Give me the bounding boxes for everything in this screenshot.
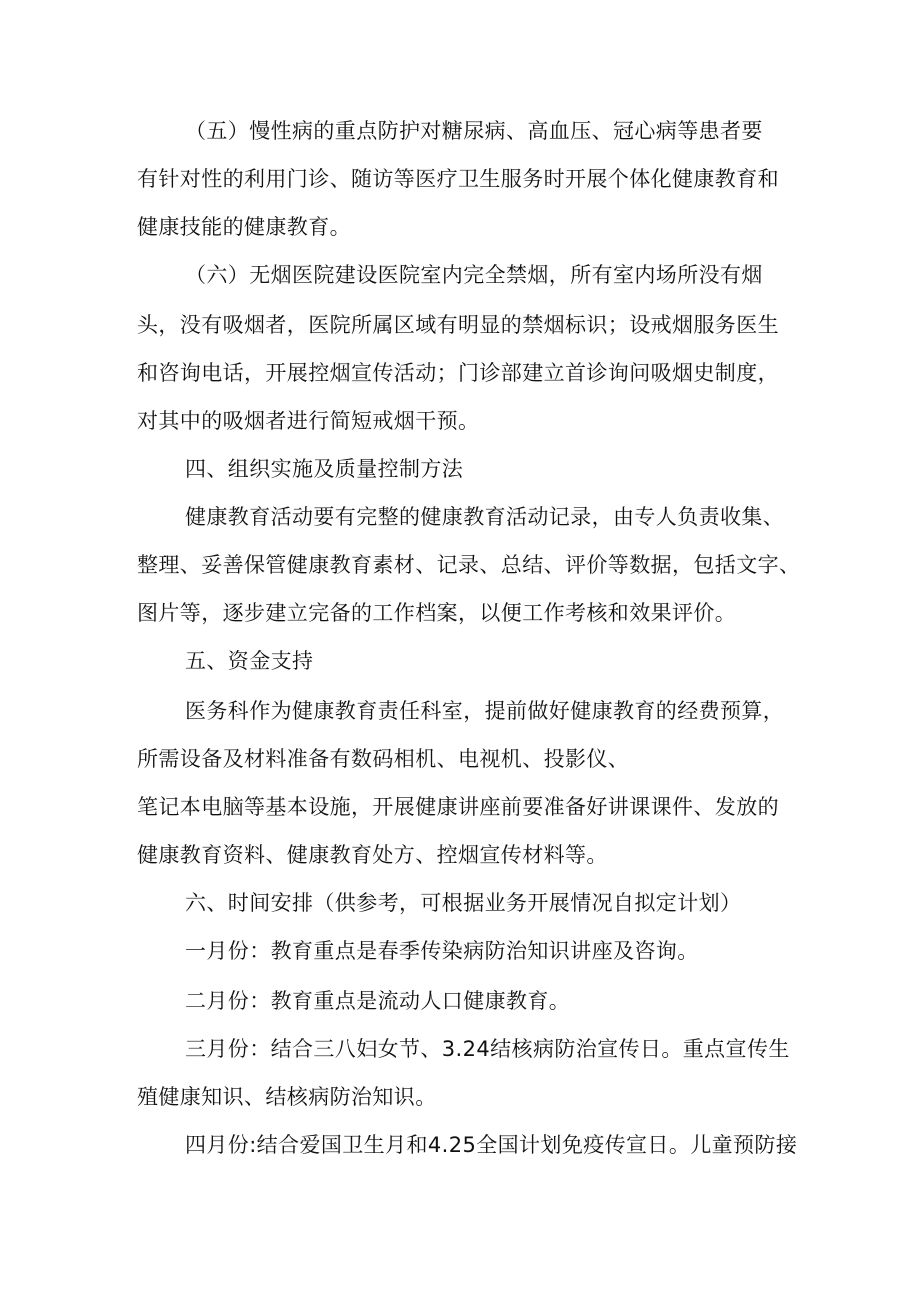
- paragraph-line: 笔记本电脑等基本设施，开展健康讲座前要准备好讲课课件、发放的: [137, 795, 779, 819]
- schedule-item: 一月份：教育重点是春季传染病防治知识讲座及咨询。: [185, 939, 699, 963]
- schedule-item: 二月份：教育重点是流动人口健康教育。: [185, 989, 571, 1013]
- schedule-item: 殖健康知识、结核病防治知识。: [137, 1085, 437, 1109]
- schedule-item: 四月份:结合爱国卫生月和4.25全国计划免疫传宣日。儿童预防接: [185, 1133, 798, 1157]
- paragraph-line: 头，没有吸烟者，医院所属区域有明显的禁烟标识；设戒烟服务医生: [137, 313, 779, 337]
- paragraph-line: 整理、妥善保管健康教育素材、记录、总结、评价等数据，包括文字、: [137, 553, 801, 577]
- paragraph-line: 健康技能的健康教育。: [137, 215, 351, 239]
- section-heading: 五、资金支持: [185, 649, 314, 673]
- schedule-item: 三月份：结合三八妇女节、3.24结核病防治宣传日。重点宣传生: [185, 1037, 790, 1061]
- paragraph-line: 健康教育活动要有完整的健康教育活动记录，由专人负责收集、: [185, 505, 785, 529]
- paragraph-line: 健康教育资料、健康教育处方、控烟宣传材料等。: [137, 843, 608, 867]
- paragraph-line: 对其中的吸烟者进行简短戒烟干预。: [137, 409, 480, 433]
- paragraph-line: 图片等，逐步建立完备的工作档案，以便工作考核和效果评价。: [137, 601, 737, 625]
- section-heading: 四、组织实施及质量控制方法: [185, 457, 464, 481]
- paragraph-line: 所需设备及材料准备有数码相机、电视机、投影仪、: [137, 747, 630, 771]
- paragraph-line: （五）慢性病的重点防护对糖尿病、高血压、冠心病等患者要: [185, 119, 763, 143]
- paragraph-line: 和咨询电话，开展控烟宣传活动；门诊部建立首诊询问吸烟史制度，: [137, 361, 779, 385]
- paragraph-line: （六）无烟医院建设医院室内完全禁烟，所有室内场所没有烟: [185, 263, 763, 287]
- paragraph-line: 医务科作为健康教育责任科室，提前做好健康教育的经费预算，: [185, 699, 785, 723]
- section-heading: 六、时间安排（供参考，可根据业务开展情况自拟定计划）: [185, 891, 742, 915]
- paragraph-line: 有针对性的利用门诊、随访等医疗卫生服务时开展个体化健康教育和: [137, 167, 779, 191]
